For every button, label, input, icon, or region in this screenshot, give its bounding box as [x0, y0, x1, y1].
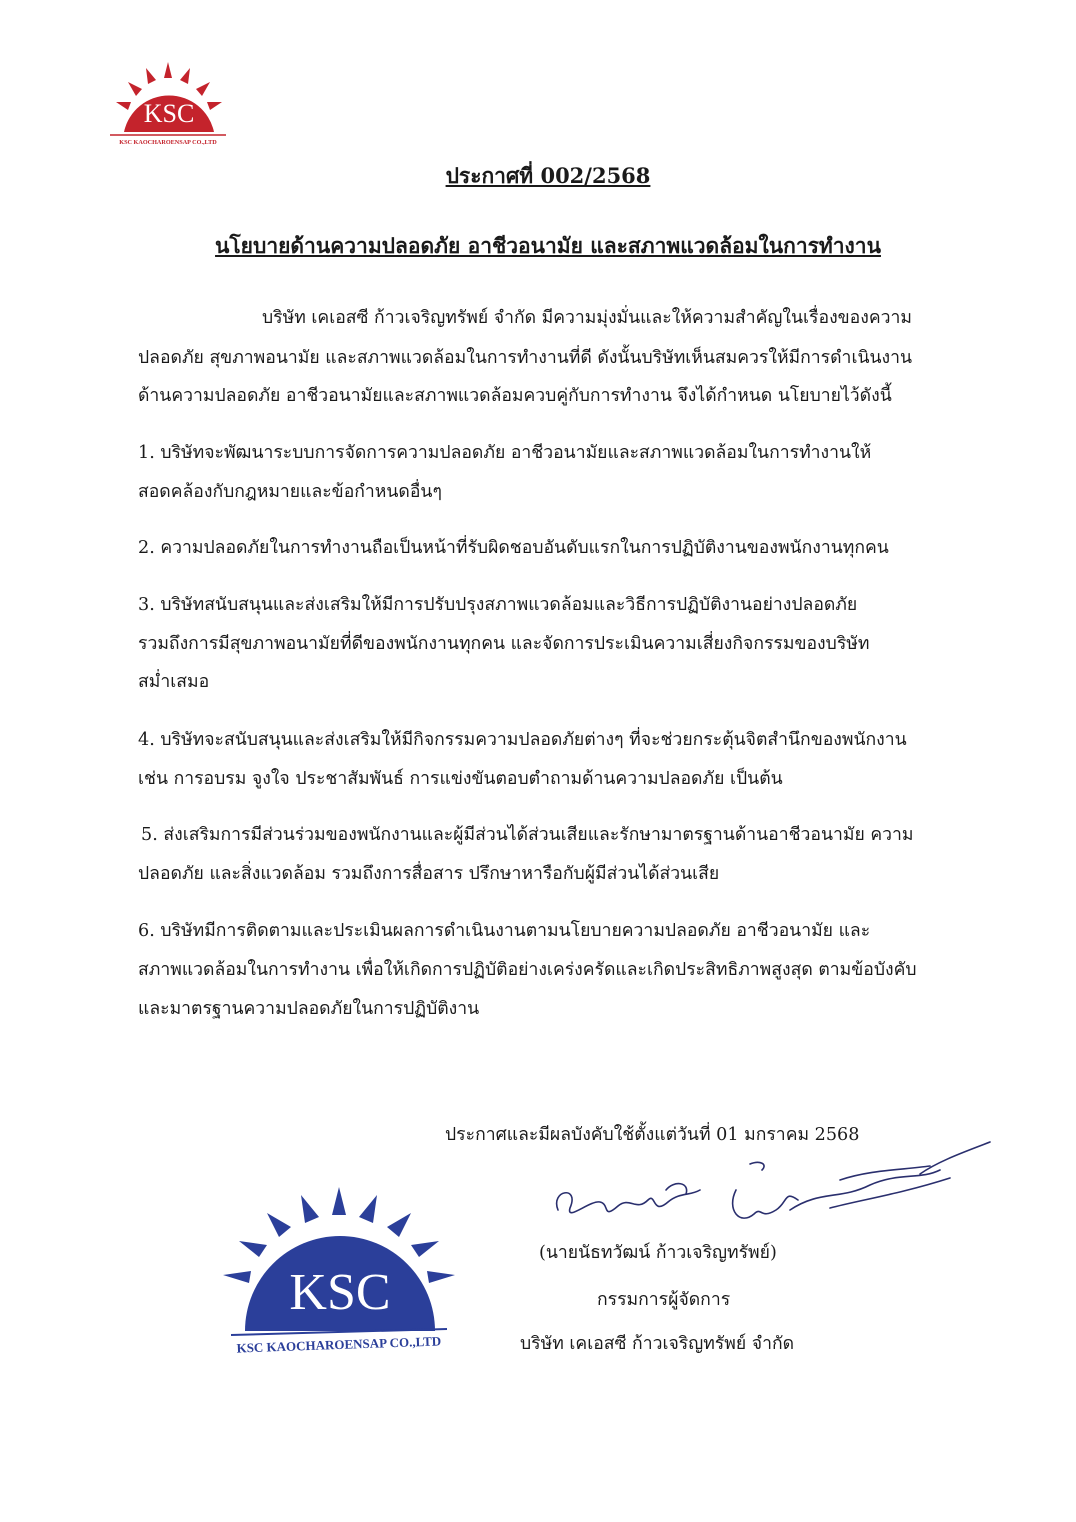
announcement-title: นโยบายด้านความปลอดภัย อาชีวอนามัย และสภาพแวดล้อมในการทำงาน: [215, 233, 881, 258]
signatory-name: (นายนัธทวัฒน์ ก้าวเจริญทรัพย์): [539, 1243, 777, 1263]
text-line: 2. ความปลอดภัยในการทำงานถือเป็นหน้าที่รับผิดชอบอันดับแรกในการปฏิบัติงานของพนักงานทุกคน: [138, 538, 889, 558]
signatory-company: บริษัท เคเอสซี ก้าวเจริญทรัพย์ จำกัด: [520, 1334, 795, 1354]
text-line: 6. บริษัทมีการติดตามและประเมินผลการดำเนินงานตามนโยบายความปลอดภัย อาชีวอนามัย และ: [138, 921, 871, 941]
svg-text:KSC: KSC: [289, 1264, 391, 1321]
text-line: ด้านความปลอดภัย อาชีวอนามัยและสภาพแวดล้อมควบคู่กับการทำงาน จึงได้กำหนด นโยบายไว้ดังนี้: [138, 386, 892, 406]
text-line: 1. บริษัทจะพัฒนาระบบการจัดการความปลอดภัย อาชีวอนามัยและสภาพแวดล้อมในการทำงานให้: [138, 443, 872, 463]
text-line: ปลอดภัย สุขภาพอนามัย และสภาพแวดล้อมในการทำงานที่ดี ดังนั้นบริษัทเห็นสมควรให้มีการดำเนินงาน: [138, 348, 913, 368]
text-line: สภาพแวดล้อมในการทำงาน เพื่อให้เกิดการปฏิบัติอย่างเคร่งครัดและเกิดประสิทธิภาพสูงสุด ตามข้อบังคับ: [138, 960, 917, 980]
svg-text:KSC KAOCHAROENSAP CO.,LTD: KSC KAOCHAROENSAP CO.,LTD: [236, 1333, 442, 1356]
svg-text:KSC KAOCHAROENSAP CO.,LTD: KSC KAOCHAROENSAP CO.,LTD: [119, 139, 217, 146]
text-line: เช่น การอบรม จูงใจ ประชาสัมพันธ์ การแข่งขันตอบตำถามด้านความปลอดภัย เป็นต้น: [138, 769, 783, 789]
sun-logo-icon: [106, 58, 238, 150]
text-line: บริษัท เคเอสซี ก้าวเจริญทรัพย์ จำกัด มีความมุ่งมั่นและให้ความสำคัญในเรื่องของความ: [262, 308, 912, 328]
text-line: 5. ส่งเสริมการมีส่วนร่วมของพนักงานและผู้มีส่วนได้ส่วนเสียและรักษามาตรฐานด้านอาชีวอนามัย ความ: [141, 825, 914, 845]
text-line: ปลอดภัย และสิ่งแวดล้อม รวมถึงการสื่อสาร ปรึกษาหารือกับผู้มีส่วนได้ส่วนเสีย: [138, 864, 720, 884]
company-logo-top: [106, 58, 238, 150]
effective-date: ประกาศและมีผลบังคับใช้ตั้งแต่วันที่ 01 มกราคม 2568: [445, 1125, 860, 1145]
announcement-number: ประกาศที่ 002/2568: [445, 163, 651, 188]
text-line: 3. บริษัทสนับสนุนและส่งเสริมให้มีการปรับปรุงสภาพแวดล้อมและวิธีการปฏิบัติงานอย่างปลอดภัย: [138, 595, 858, 615]
svg-text:KSC: KSC: [143, 99, 195, 128]
company-stamp: [215, 1183, 465, 1363]
text-line: รวมถึงการมีสุขภาพอนามัยที่ดีของพนักงานทุกคน และจัดการประเมินความเสี่ยงกิจกรรมของบริษัท: [138, 634, 870, 654]
signature-icon: [540, 1130, 1000, 1240]
signatory-position: กรรมการผู้จัดการ: [597, 1290, 731, 1310]
text-line: 4. บริษัทจะสนับสนุนและส่งเสริมให้มีกิจกรรมความปลอดภัยต่างๆ ที่จะช่วยกระตุ้นจิตสำนึกของพนักงาน: [138, 730, 907, 750]
text-line: และมาตรฐานความปลอดภัยในการปฏิบัติงาน: [138, 999, 480, 1019]
sun-stamp-icon: [215, 1183, 465, 1363]
handwritten-signature: [540, 1130, 1000, 1240]
text-line: สอดคล้องกับกฎหมายและข้อกำหนดอื่นๆ: [138, 482, 442, 502]
text-line: สม่ำเสมอ: [138, 672, 210, 692]
